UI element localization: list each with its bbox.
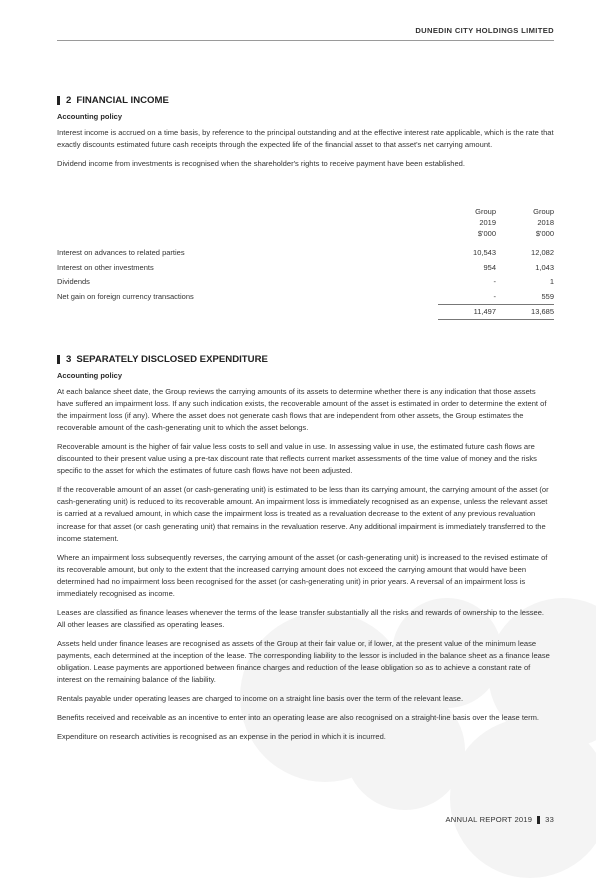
total-row	[57, 305, 554, 319]
total-rule-bottom	[438, 319, 554, 320]
section-title: SEPARATELY DISCLOSED EXPENDITURE	[76, 353, 268, 365]
row-label: Net gain on foreign currency transactions	[57, 291, 194, 301]
column-header-line: 2019	[479, 218, 496, 227]
footer-label: ANNUAL REPORT 2019	[445, 815, 533, 824]
footer-separator	[537, 816, 540, 824]
total-2018: 13,685	[531, 307, 554, 317]
section-heading	[57, 352, 554, 366]
table-row	[57, 245, 554, 260]
row-label: Interest on advances to related parties	[57, 247, 185, 257]
paragraph: Leases are classified as finance leases whenever the terms of the lease transfer substantially all the risks and rewards of ownership to the lessee. All other leases are classified as operating leases.	[57, 607, 545, 629]
policy-heading: Accounting policy	[57, 112, 123, 121]
paragraph: Interest income is accrued on a time basis, by reference to the principal outstanding and at the effective interest rate applicable, which is the rate that exactly discounts estimated future cash receipts through the expected life of the financial asset to that asset's net carrying amount.	[57, 128, 554, 150]
value-2018: 12,082	[531, 247, 554, 257]
paragraph: Benefits received and receivable as an incentive to enter into an operating lease are also recognised on a straight-line basis over the lease term.	[57, 712, 540, 722]
paragraph: Recoverable amount is the higher of fair value less costs to sell and value in use. In assessing value in use, the estimated future cash flows are discounted to their present value using a pre-tax discount rate that reflects current market assessments of the time value of money and the risks specific to the asset for which the estimates of future cash flows have not been adjusted.	[57, 442, 537, 476]
value-2019: -	[493, 291, 496, 301]
section-title: FINANCIAL INCOME	[76, 94, 169, 106]
section-number: 3	[66, 353, 72, 365]
column-header-line: Group	[533, 207, 554, 216]
column-header-2018	[496, 206, 554, 239]
company-header: DUNEDIN CITY HOLDINGS LIMITED	[415, 26, 554, 35]
total-2019: 11,497	[473, 307, 496, 317]
paragraph: Expenditure on research activities is recognised as an expense in the period in which it is incurred.	[57, 731, 386, 741]
table-row	[57, 274, 554, 289]
value-2018: 559	[541, 291, 554, 301]
value-2019: 10,543	[473, 247, 496, 257]
section-number: 2	[66, 94, 72, 106]
section-financial-income	[57, 93, 554, 177]
section-heading	[57, 93, 554, 107]
column-header-line: Group	[475, 207, 496, 216]
paragraph: Rentals payable under operating leases are charged to income on a straight line basis over the term of the relevant lease.	[57, 693, 464, 703]
column-header-line: 2018	[537, 218, 554, 227]
policy-heading: Accounting policy	[57, 371, 123, 380]
value-2019: -	[493, 277, 496, 287]
financial-income-table	[57, 206, 554, 320]
column-header-2019	[438, 206, 496, 239]
value-2018: 1,043	[535, 262, 554, 272]
value-2019: 954	[483, 262, 496, 272]
paragraph: Dividend income from investments is recognised when the shareholder's rights to receive payment have been established.	[57, 158, 465, 168]
row-label: Dividends	[57, 277, 90, 287]
column-header-line: $'000	[535, 229, 554, 238]
paragraph: Where an impairment loss subsequently reverses, the carrying amount of the asset (or cash-generating unit) is increased to the revised estimate of its recoverable amount, but only to the extent that the increased carrying amount does not exceed the carrying amount that would have been determined had no impairment loss been recognised for the asset (or cash-generating unit) in prior years. A reversal of an impairment loss is immediately recognised as income.	[57, 552, 548, 598]
section-marker	[57, 355, 60, 364]
page-number: 33	[545, 815, 554, 824]
row-label: Interest on other investments	[57, 262, 154, 272]
page-footer	[446, 815, 554, 824]
paragraph: Assets held under finance leases are recognised as assets of the Group at their fair value or, if lower, at the present value of the minimum lease payments, each determined at the inception of the lease. The corresponding liability to the lessor is included in the balance sheet as a finance lease obligation. Lease payments are apportioned between finance charges and reduction of the lease obligation so as to achieve a constant rate of interest on the remaining balance of the liability.	[57, 638, 550, 684]
section-marker	[57, 96, 60, 105]
table-row	[57, 289, 554, 304]
table-row	[57, 260, 554, 275]
column-header-line: $'000	[477, 229, 496, 238]
table-header	[57, 206, 554, 239]
value-2018: 1	[549, 277, 554, 287]
total-rule-top	[438, 304, 554, 305]
section-separately-disclosed-expenditure	[57, 352, 554, 750]
paragraph: At each balance sheet date, the Group reviews the carrying amounts of its assets to determine whether there is any indication that those assets have suffered an impairment loss. If any such indication exists, the recoverable amount of the asset is estimated in order to determine the extent of the impairment loss (if any). Where the asset does not generate cash flows that are independent from other assets, the Group estimates the recoverable amount of the cash-generating unit to which the asset belongs.	[57, 387, 547, 433]
paragraph: If the recoverable amount of an asset (or cash-generating unit) is estimated to be less than its carrying amount, the carrying amount of the asset (or cash-generating unit) is reduced to its recoverable amount. An impairment loss is immediately recognised as an expense, unless the relevant asset is carried at a revalued amount, in which case the impairment loss is treated as a revaluation decrease to the extent of any previous revaluation increase for that asset (or cash generating unit) that remains in the revaluation reserve. Any additional impairment is immediately transferred to the income statement.	[57, 485, 549, 543]
header-divider	[57, 40, 554, 41]
